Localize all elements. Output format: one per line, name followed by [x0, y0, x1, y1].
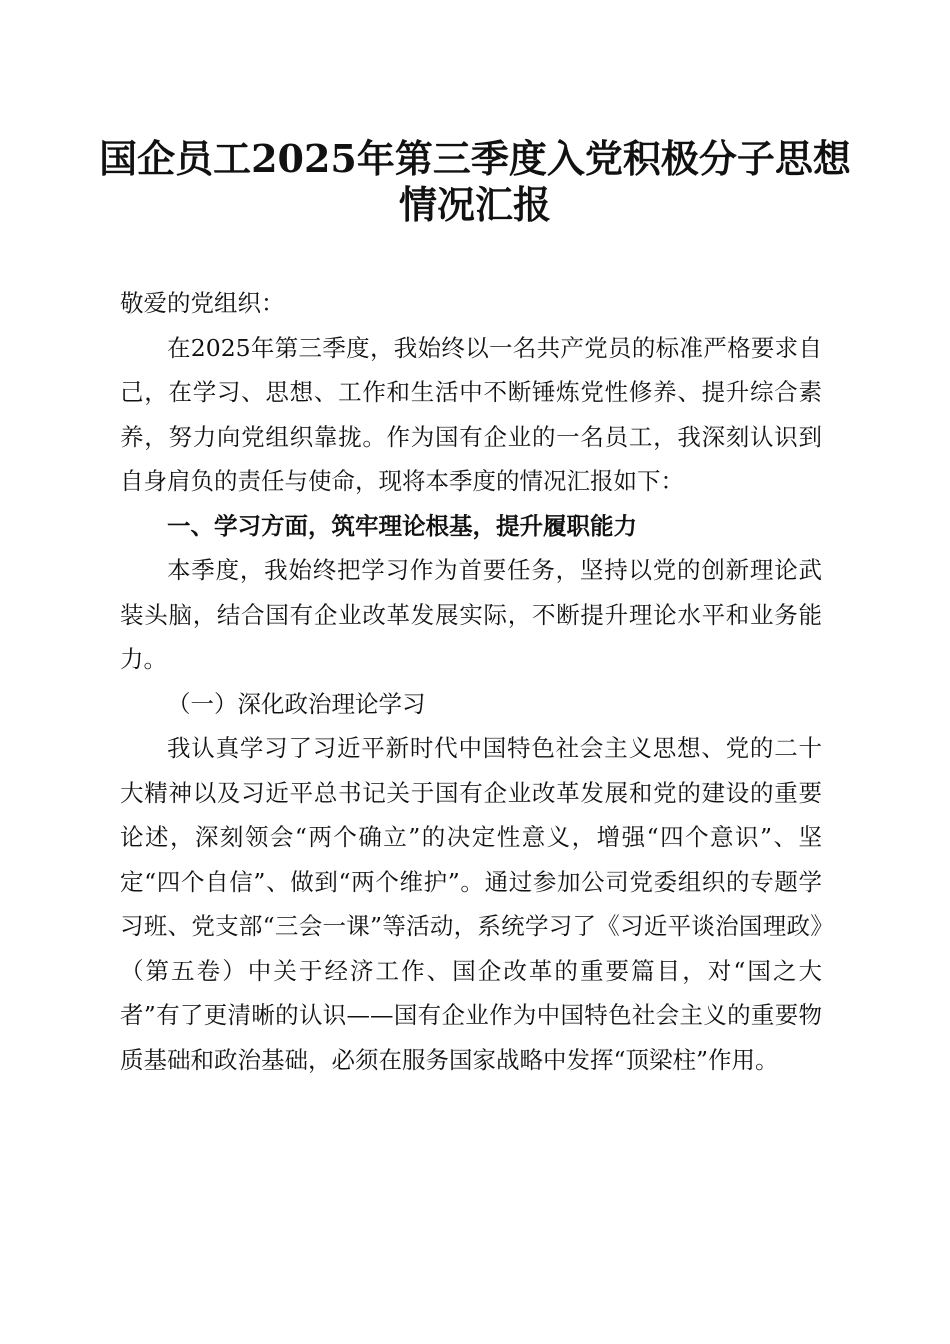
section-1-intro-paragraph: 本季度，我始终把学习作为首要任务，坚持以党的创新理论武装头脑，结合国有企业改革发展实际，不断提升理论水平和业务能力。 [120, 556, 822, 673]
document-title-line-1: 国企员工2025年第三季度入党积极分子思想 [99, 136, 851, 181]
salutation: 敬爱的党组织： [120, 289, 285, 317]
section-1-heading: 一、学习方面，筑牢理论根基，提升履职能力 [167, 511, 637, 540]
intro-paragraph: 在2025年第三季度，我始终以一名共产党员的标准严格要求自己，在学习、思想、工作和生活中不断锤炼党性修养、提升综合素养，努力向党组织靠拢。作为国有企业的一名员工，我深刻认识到自身肩负的责任与使命，现将本季度的情况汇报如下： [120, 333, 822, 495]
subsection-1-heading: （一）深化政治理论学习 [167, 689, 426, 718]
document-title-line-2: 情况汇报 [398, 182, 551, 227]
subsection-1-paragraph: 我认真学习了习近平新时代中国特色社会主义思想、党的二十大精神以及习近平总书记关于国有企业改革发展和党的建设的重要论述，深刻领会“两个确立”的决定性意义，增强“四个意识”、坚定“四个自信”、做到“两个维护”。通过参加公司党委组织的专题学习班、党支部“三会一课”等活动，系统学习了《习近平谈治国理政》（第五卷）中关于经济工作、国企改革的重要篇目，对“国之大者”有了更清晰的认识——国有企业作为中国特色社会主义的重要物质基础和政治基础，必须在服务国家战略中发挥“顶梁柱”作用。 [120, 734, 822, 1074]
document-body [120, 281, 822, 1082]
